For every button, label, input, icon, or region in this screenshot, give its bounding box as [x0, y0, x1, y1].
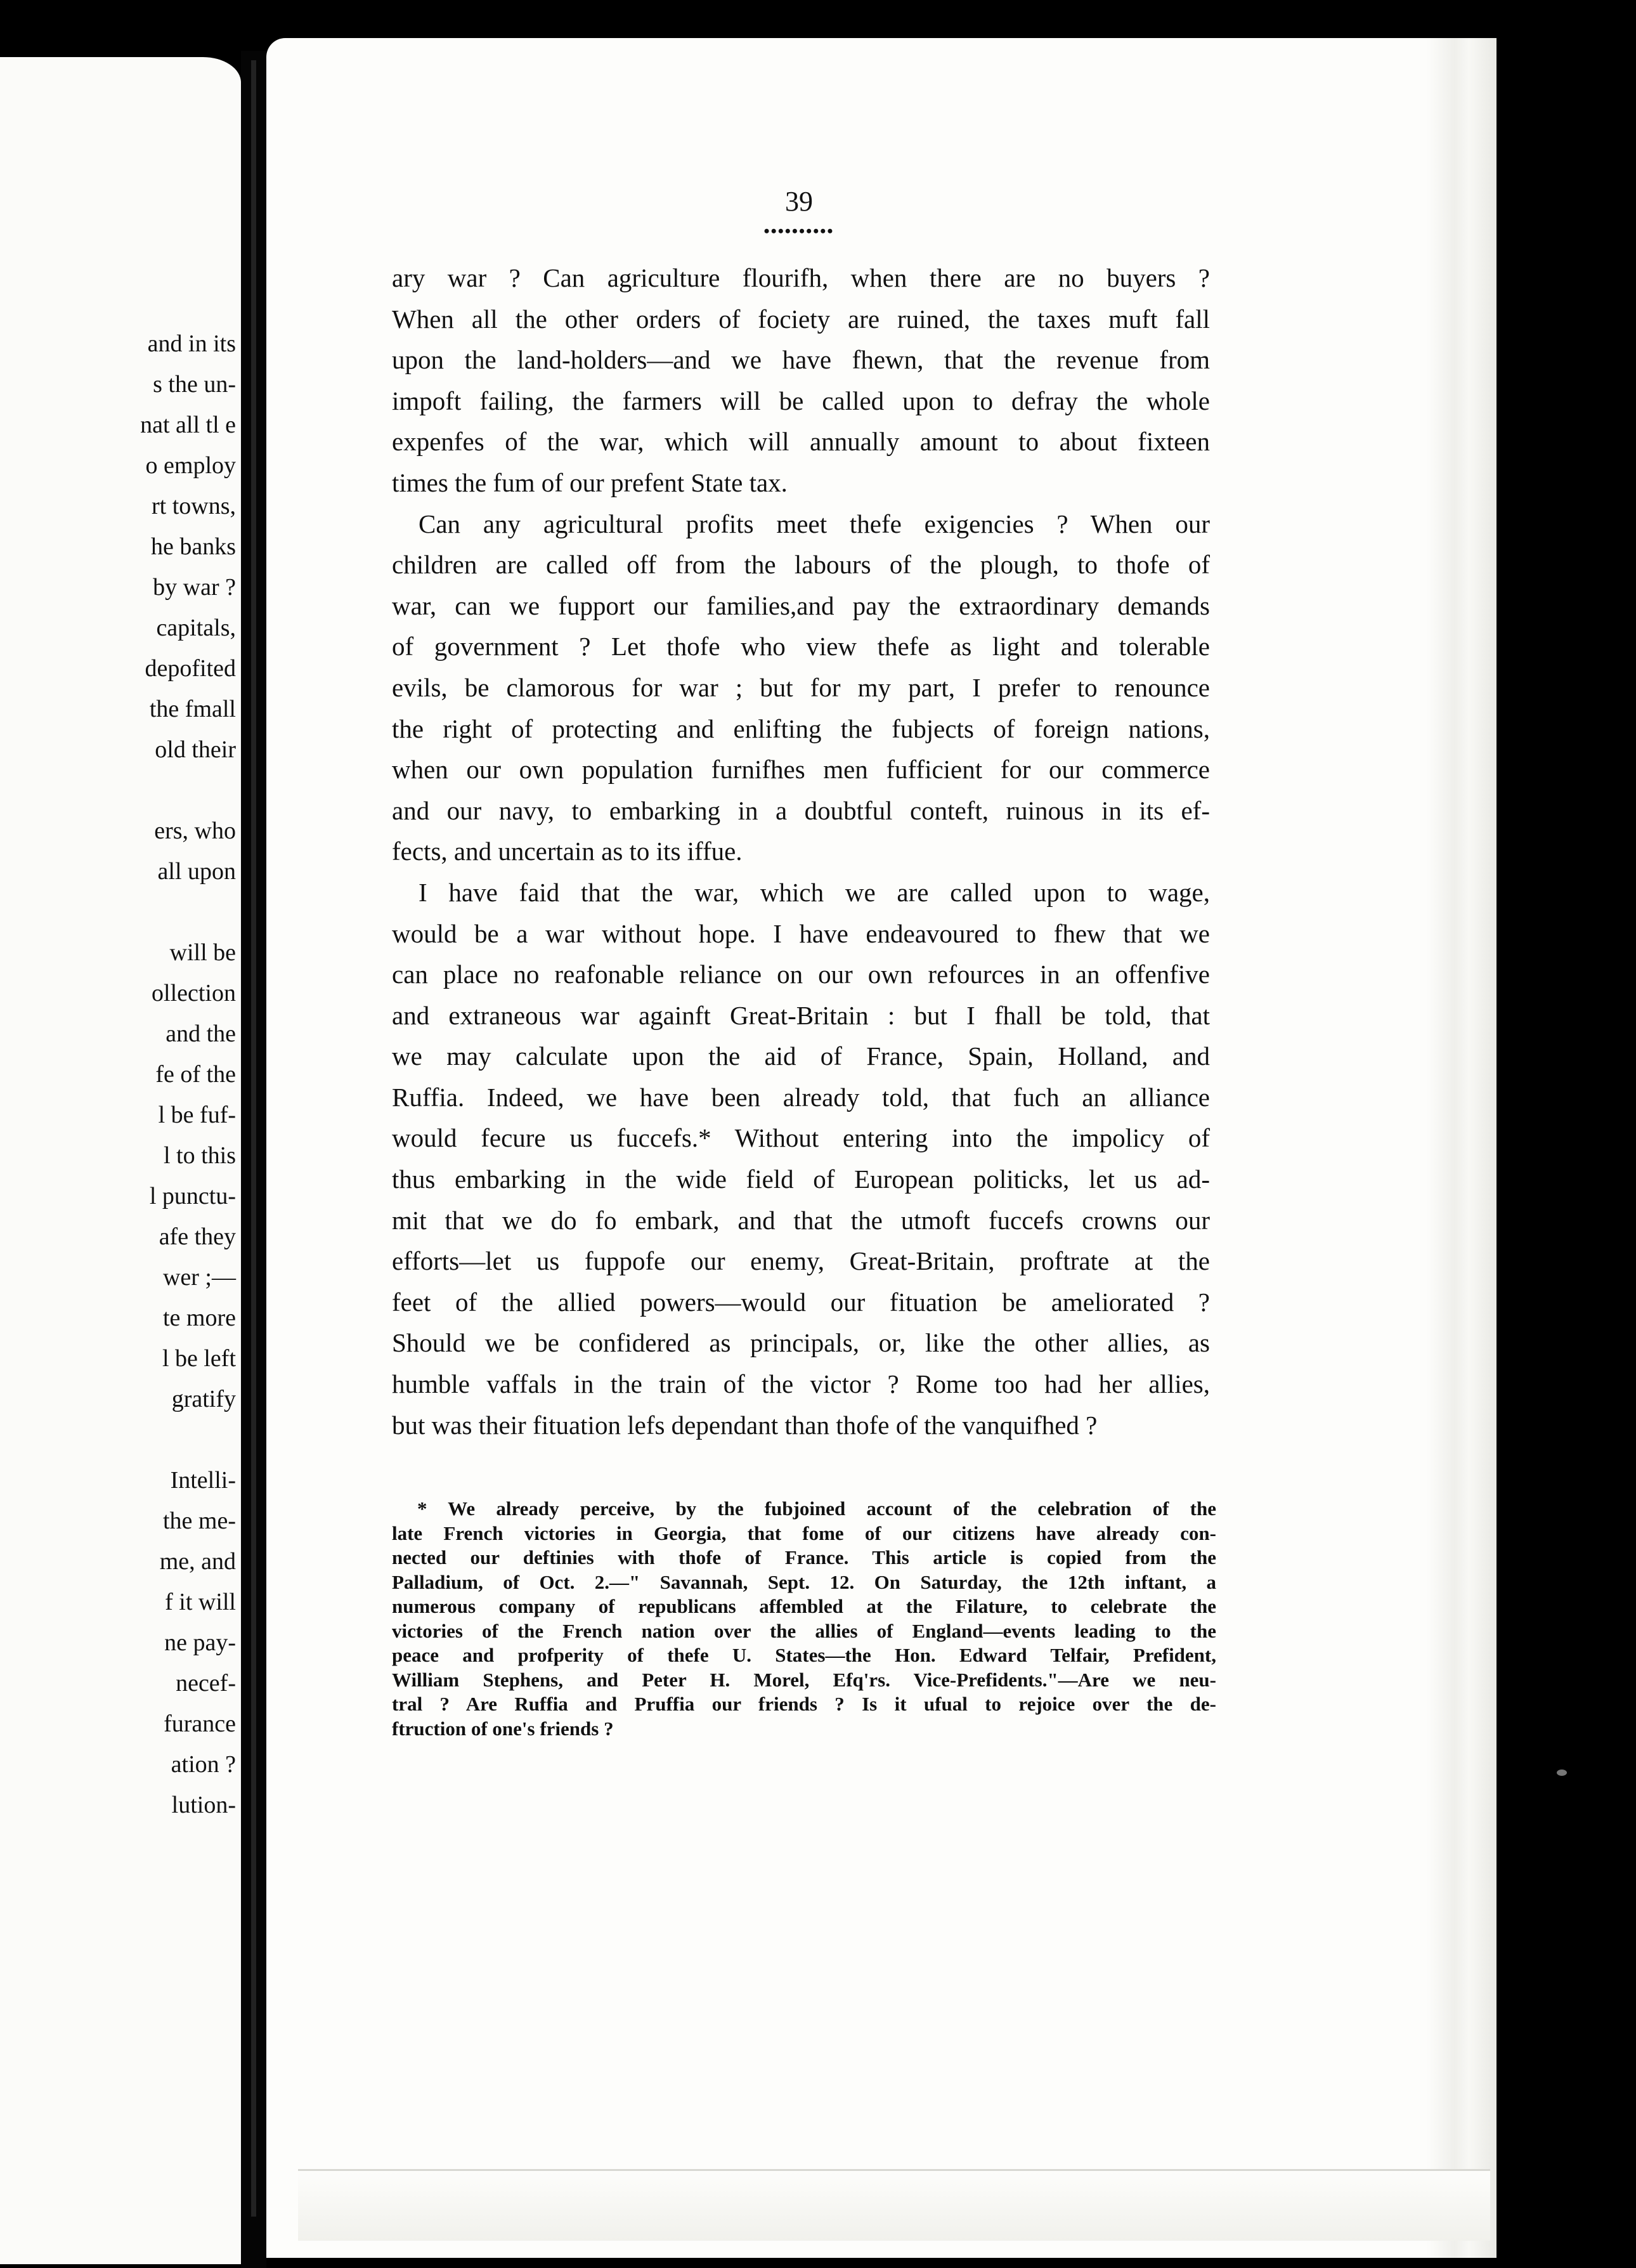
- previous-page-line: me, and: [159, 1548, 236, 1575]
- ink-speck: [1557, 1769, 1567, 1776]
- body-line: Ruffia. Indeed, we have been already told, that fuch an alliance: [392, 1082, 1210, 1112]
- previous-page-line: he banks: [150, 533, 236, 560]
- body-line: war, can we fupport our families,and pay the extraordinary demands: [392, 590, 1210, 620]
- previous-page-line: lution-: [171, 1792, 236, 1818]
- previous-page-line: furance: [164, 1711, 236, 1737]
- body-line: times the fum of our prefent State tax.: [392, 467, 788, 497]
- previous-page-line: l be fuf-: [158, 1102, 236, 1128]
- previous-page-line: rt towns,: [152, 493, 236, 519]
- previous-page-line: [0, 1419, 236, 1460]
- body-line: upon the land-holders—and we have fhewn, that the revenue from: [392, 345, 1210, 375]
- previous-page-line: l be left: [162, 1345, 236, 1372]
- body-line: but was their fituation lefs dependant than thofe of the vanquifhed ?: [392, 1410, 1098, 1440]
- footnote-line: * We already perceive, by the fubjoined account of the celebration of the: [417, 1497, 1216, 1520]
- body-line: thus embarking in the wide field of European politicks, let us ad-: [392, 1164, 1210, 1194]
- body-line: expenfes of the war, which will annually amount to about fixteen: [392, 427, 1210, 457]
- previous-page-fragment: [0, 57, 241, 2264]
- previous-page-line: ers, who: [154, 818, 236, 844]
- previous-page-line: depofited: [145, 655, 236, 682]
- footnote-line: late French victories in Georgia, that fome of our citizens have already con-: [392, 1522, 1216, 1544]
- previous-page-line: ation ?: [171, 1751, 236, 1778]
- body-line: efforts—let us fuppofe our enemy, Great-Britain, proftrate at the: [392, 1246, 1210, 1276]
- previous-page-line: l to this: [163, 1142, 236, 1169]
- previous-page-line: all upon: [157, 858, 236, 885]
- previous-page-line: will be: [169, 939, 236, 966]
- previous-page-line: afe they: [159, 1223, 236, 1250]
- footnote-line: Palladium, of Oct. 2.—" Savannah, Sept. 12. On Saturday, the 12th inftant, a: [392, 1570, 1216, 1593]
- previous-page-line: o employ: [145, 452, 236, 479]
- body-line: when our own population furnifhes men fufficient for our commerce: [392, 755, 1210, 785]
- previous-page-line: f it will: [165, 1589, 236, 1615]
- previous-page-line: old their: [155, 736, 236, 763]
- footnote-line: victories of the French nation over the allies of England—events leading to the: [392, 1619, 1216, 1642]
- previous-page-line: [0, 892, 236, 932]
- previous-page-line: wer ;—: [162, 1264, 236, 1291]
- previous-page-line: gratify: [171, 1386, 236, 1412]
- previous-page-line: necef-: [176, 1670, 236, 1697]
- previous-page-line: fe of the: [155, 1061, 236, 1088]
- previous-page-line: by war ?: [153, 574, 236, 601]
- previous-page-line: l punctu-: [149, 1183, 236, 1209]
- body-line: of government ? Let thofe who view thefe as light and tolerable: [392, 632, 1210, 662]
- page-number: 39: [785, 186, 813, 217]
- body-line: the right of protecting and enlifting the fubjects of foreign nations,: [392, 714, 1210, 743]
- body-line: fects, and uncertain as to its iffue.: [392, 837, 743, 866]
- body-line: humble vaffals in the train of the victor ? Rome too had her allies,: [392, 1369, 1210, 1399]
- previous-page-text: [0, 323, 236, 1825]
- footnote-line: numerous company of republicans affembled at the Filature, to celebrate the: [392, 1595, 1216, 1617]
- dotted-rule: ••••••••••: [763, 222, 834, 240]
- previous-page-line: Intelli-: [170, 1467, 236, 1494]
- body-line: we may calculate upon the aid of France, Spain, Holland, and: [392, 1041, 1210, 1071]
- previous-page-line: ollection: [152, 980, 236, 1007]
- body-line: feet of the allied powers—would our fituation be ameliorated ?: [392, 1287, 1210, 1317]
- body-line: ary war ? Can agriculture flourifh, when there are no buyers ?: [392, 263, 1210, 292]
- footnote-line: ftruction of one's friends ?: [392, 1717, 614, 1740]
- body-line: would fecure us fuccefs.* Without entering into the impolicy of: [392, 1123, 1210, 1153]
- body-text: [392, 257, 1210, 1445]
- body-line: impoft failing, the farmers will be called upon to defray the whole: [392, 386, 1210, 415]
- footnote-line: William Stephens, and Peter H. Morel, Efq'rs. Vice-Prefidents."—Are we neu-: [392, 1668, 1216, 1691]
- footnote-line: tral ? Are Ruffia and Pruffia our friends ? Is it ufual to rejoice over the de-: [392, 1693, 1216, 1715]
- body-line: When all the other orders of fociety are ruined, the taxes muft fall: [392, 304, 1210, 334]
- previous-page-line: and the: [166, 1020, 236, 1047]
- body-line: would be a war without hope. I have endeavoured to fhew that we: [392, 918, 1210, 948]
- body-line: mit that we do fo embark, and that the utmoft fuccefs crowns our: [392, 1205, 1210, 1235]
- previous-page-line: the me-: [162, 1508, 236, 1534]
- previous-page-line: ne pay-: [164, 1629, 236, 1656]
- body-line: and extraneous war againft Great-Britain : but I fhall be told, that: [392, 1000, 1210, 1030]
- page-bottom-edge: [298, 2169, 1490, 2241]
- body-line: evils, be clamorous for war ; but for my part, I prefer to renounce: [392, 672, 1210, 702]
- previous-page-line: capitals,: [156, 615, 236, 641]
- previous-page-line: the fmall: [149, 696, 236, 722]
- body-line: and our navy, to embarking in a doubtful conteft, ruinous in its ef-: [392, 795, 1210, 825]
- footnote-line: peace and profperity of thefe U. States—the Hon. Edward Telfair, Prefident,: [392, 1644, 1216, 1666]
- body-line: Should we be confidered as principals, or, like the other allies, as: [392, 1328, 1210, 1358]
- previous-page-line: s the un-: [153, 371, 236, 398]
- body-line: I have faid that the war, which we are called upon to wage,: [419, 877, 1210, 907]
- footnote: [392, 1497, 1216, 1741]
- page-edge-stack: [1427, 38, 1496, 2258]
- footnote-line: nected our deftinies with thofe of France. This article is copied from the: [392, 1546, 1216, 1568]
- previous-page-line: and in its: [147, 330, 236, 357]
- previous-page-line: te more: [162, 1305, 236, 1331]
- body-line: can place no reafonable reliance on our own refources in an offenfive: [392, 960, 1210, 989]
- gutter-shadow: [251, 60, 256, 2217]
- body-line: Can any agricultural profits meet thefe exigencies ? When our: [419, 509, 1210, 538]
- body-line: children are called off from the labours of the plough, to thofe of: [392, 550, 1210, 580]
- previous-page-line: nat all tl e: [140, 412, 236, 438]
- previous-page-line: [0, 770, 236, 811]
